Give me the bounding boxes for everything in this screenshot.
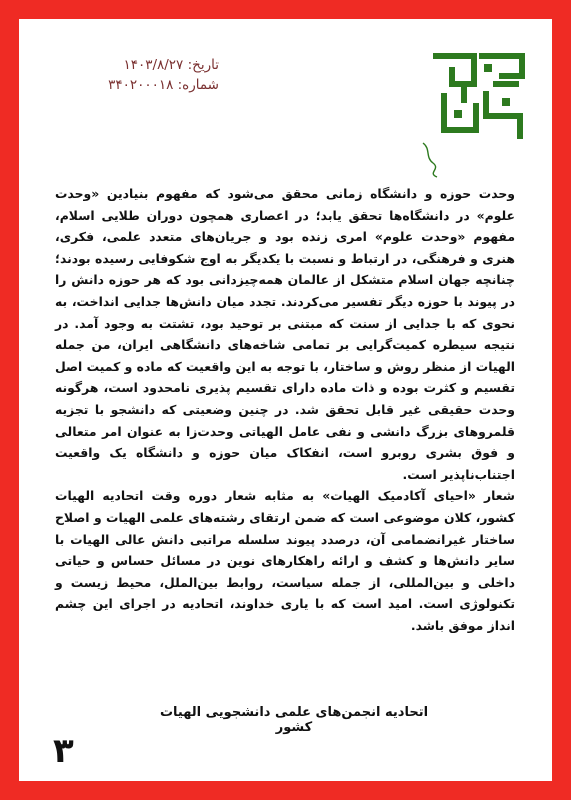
paragraph-1: وحدت حوزه و دانشگاه زمانی محقق می‌شود که مفهوم بنیادین «وحدت علوم» در دانشگاه‌ها تحقق یابد؛ در اعصاری همچون دوران طلایی اسلام، مفهوم «وحدت علوم» امری زنده بود و جریان‌های متعدد علمی، فکری، هنری و فرهنگی، در ارتباط و نسبت با یکدیگر به اوج شکوفایی رسیده بودند؛ چنانچه جهان اسلام متشکل از عالمان همه‌چیزدانی بود که هر حوزه دانش را در پیوند با حوزه دیگر تفسیر می‌کردند. تجدد میان دانش‌ها جدایی انداخت، به نحوی که با جدایی از سنت که مبتنی بر توحید بود، تشتت به وجود آمد. در نتیجه سیطره کمیت‌گرایی بر تمامی شاخه‌های دانشگاهی ایران، من جمله الهیات از منظر روش و ساختار، با توجه به این واقعیت که ماده و کمیت اصل تقسیم و کثرت بوده و ذات ماده دارای تقسیم پذیری نامحدود است، هرگونه وحدت حقیقی غیر قابل تحقق شد. در چنین وضعیتی که دانشجو با تجزیه قلمروهای بزرگ دانشی و نفی عامل الهیاتی وحدت‌زا به عنوان امر متعالی و فوق بشری روبرو است، انفکاک میان حوزه و دانشگاه یک واقعیت اجتناب‌ناپذیر است. xyxy=(55,186,515,482)
document-sheet xyxy=(19,19,552,781)
logo-caption-script xyxy=(419,139,441,179)
logo-calligraphy-icon xyxy=(424,46,534,146)
letter-body xyxy=(55,183,515,636)
date-line: تاریخ: ۱۴۰۳/۸/۲۷ xyxy=(123,57,219,73)
paragraph-2: شعار «احیای آکادمیک الهیات» به مثابه شعار دوره وقت اتحادیه الهیات کشور، کلان موضوعی است که ضمن ارتقای رشته‌های علمی الهیات و اصلاح ساختار غیرانضمامی آن، درصدد پیوند سلسله مراتبی دانش عالی الهیات با سایر دانش‌ها و کشف و ارائه راهکارهای نوین در مسائل حساس و حیاتی داخلی و بین‌المللی، از جمله سیاست، روابط بین‌الملل، محیط زیست و تکنولوژی است. امید است که با یاری خداوند، اتحادیه در اجرای این چشم انداز موفق باشد. xyxy=(55,488,515,633)
logo-caption xyxy=(419,139,441,179)
number-line: شماره: ۳۴۰۲۰۰۰۱۸ xyxy=(108,77,219,93)
letter-meta xyxy=(49,55,219,95)
page-number: ۳ xyxy=(53,731,74,771)
signature-line: اتحادیه انجمن‌های علمی دانشجویی الهیات کشور xyxy=(159,705,429,735)
